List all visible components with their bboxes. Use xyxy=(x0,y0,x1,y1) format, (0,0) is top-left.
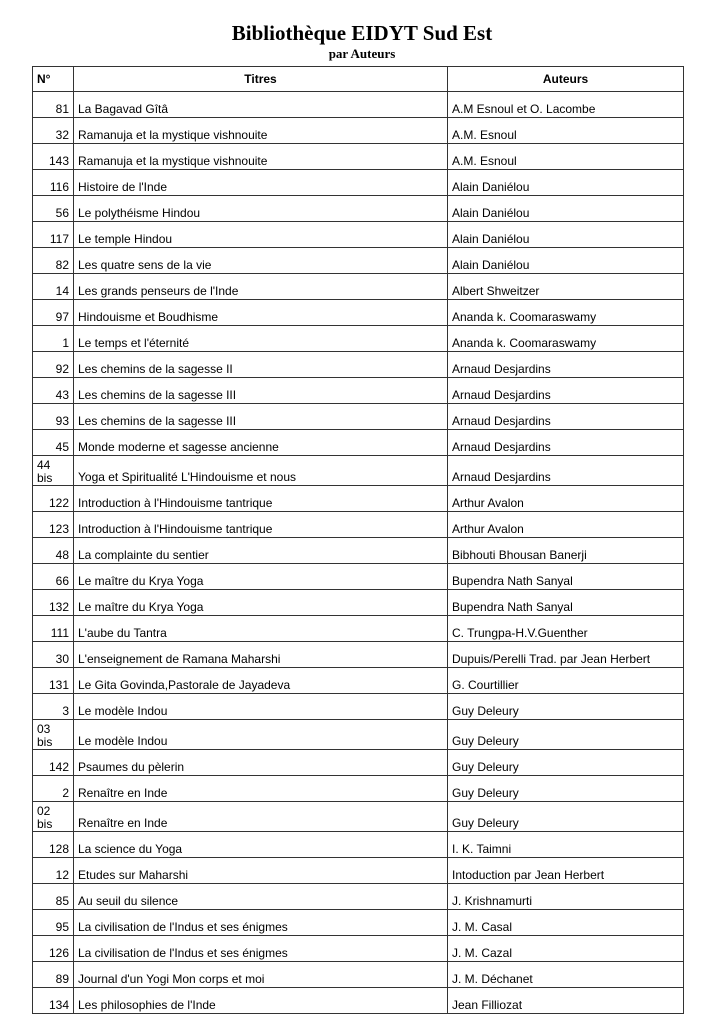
book-title: Psaumes du pèlerin xyxy=(74,750,448,776)
table-row xyxy=(33,248,684,274)
book-number: 122 xyxy=(33,486,74,512)
book-title: La science du Yoga xyxy=(74,832,448,858)
book-number: 85 xyxy=(33,884,74,910)
book-author: Arnaud Desjardins xyxy=(448,352,684,378)
book-number: 134 xyxy=(33,988,74,1014)
book-title: Le temps et l'éternité xyxy=(74,326,448,352)
table-row xyxy=(33,962,684,988)
book-author: Arnaud Desjardins xyxy=(448,430,684,456)
table-row xyxy=(33,910,684,936)
book-author: Guy Deleury xyxy=(448,694,684,720)
book-author: J. M. Casal xyxy=(448,910,684,936)
book-title: Les quatre sens de la vie xyxy=(74,248,448,274)
book-author: Arnaud Desjardins xyxy=(448,378,684,404)
table-row xyxy=(33,616,684,642)
book-number: 14 xyxy=(33,274,74,300)
table-row xyxy=(33,456,684,486)
book-title: Le modèle Indou xyxy=(74,694,448,720)
book-title: La civilisation de l'Indus et ses énigmes xyxy=(74,910,448,936)
book-title: Yoga et Spiritualité L'Hindouisme et nous xyxy=(74,456,448,486)
book-author: Guy Deleury xyxy=(448,776,684,802)
book-number: 123 xyxy=(33,512,74,538)
book-title: Le maître du Krya Yoga xyxy=(74,564,448,590)
book-number: 44 bis xyxy=(33,456,74,486)
table-row xyxy=(33,750,684,776)
book-author: Albert Shweitzer xyxy=(448,274,684,300)
book-author: Alain Daniélou xyxy=(448,248,684,274)
book-title: Les chemins de la sagesse II xyxy=(74,352,448,378)
table-body xyxy=(33,92,684,1014)
table-row xyxy=(33,694,684,720)
document-subtitle: par Auteurs xyxy=(328,46,396,61)
document-title: Bibliothèque EIDYT Sud Est xyxy=(231,21,493,45)
book-author: Guy Deleury xyxy=(448,720,684,750)
book-title: L'enseignement de Ramana Maharshi xyxy=(74,642,448,668)
book-number: 43 xyxy=(33,378,74,404)
book-author: Bibhouti Bhousan Banerji xyxy=(448,538,684,564)
book-number: 116 xyxy=(33,170,74,196)
book-author: Arthur Avalon xyxy=(448,486,684,512)
book-title: Les grands penseurs de l'Inde xyxy=(74,274,448,300)
book-author: Dupuis/Perelli Trad. par Jean Herbert xyxy=(448,642,684,668)
book-number: 45 xyxy=(33,430,74,456)
book-author: I. K. Taimni xyxy=(448,832,684,858)
book-number: 128 xyxy=(33,832,74,858)
book-title: Le temple Hindou xyxy=(74,222,448,248)
book-number: 02 bis xyxy=(33,802,74,832)
book-author: Intoduction par Jean Herbert xyxy=(448,858,684,884)
book-number: 111 xyxy=(33,616,74,642)
header-number: N° xyxy=(33,67,74,92)
book-author: J. M. Cazal xyxy=(448,936,684,962)
book-number: 48 xyxy=(33,538,74,564)
book-number: 95 xyxy=(33,910,74,936)
book-author: J. Krishnamurti xyxy=(448,884,684,910)
book-number: 30 xyxy=(33,642,74,668)
book-title: Journal d'un Yogi Mon corps et moi xyxy=(74,962,448,988)
table-row xyxy=(33,668,684,694)
table-row xyxy=(33,118,684,144)
book-title: Les chemins de la sagesse III xyxy=(74,404,448,430)
book-number: 143 xyxy=(33,144,74,170)
book-title: Le modèle Indou xyxy=(74,720,448,750)
book-author: Jean Filliozat xyxy=(448,988,684,1014)
book-title: La civilisation de l'Indus et ses énigmes xyxy=(74,936,448,962)
table-row xyxy=(33,642,684,668)
table-row xyxy=(33,352,684,378)
book-title: Les philosophies de l'Inde xyxy=(74,988,448,1014)
book-title: Le polythéisme Hindou xyxy=(74,196,448,222)
table-row xyxy=(33,512,684,538)
book-number: 81 xyxy=(33,92,74,118)
table-row xyxy=(33,430,684,456)
book-title: Monde moderne et sagesse ancienne xyxy=(74,430,448,456)
table-row xyxy=(33,538,684,564)
book-title: L'aube du Tantra xyxy=(74,616,448,642)
table-row xyxy=(33,884,684,910)
book-author: Guy Deleury xyxy=(448,750,684,776)
book-number: 131 xyxy=(33,668,74,694)
book-number: 92 xyxy=(33,352,74,378)
book-number: 89 xyxy=(33,962,74,988)
table-row xyxy=(33,936,684,962)
book-title: Ramanuja et la mystique vishnouite xyxy=(74,144,448,170)
book-title: Renaître en Inde xyxy=(74,802,448,832)
table-row xyxy=(33,144,684,170)
book-number: 12 xyxy=(33,858,74,884)
book-number: 03 bis xyxy=(33,720,74,750)
table-row xyxy=(33,300,684,326)
table-row xyxy=(33,858,684,884)
book-number: 1 xyxy=(33,326,74,352)
book-number: 56 xyxy=(33,196,74,222)
table-row xyxy=(33,590,684,616)
book-author: Alain Daniélou xyxy=(448,222,684,248)
book-author: C. Trungpa-H.V.Guenther xyxy=(448,616,684,642)
book-title: Introduction à l'Hindouisme tantrique xyxy=(74,486,448,512)
header-title: Titres xyxy=(74,67,448,92)
table-row xyxy=(33,196,684,222)
table-row xyxy=(33,92,684,118)
book-title: Histoire de l'Inde xyxy=(74,170,448,196)
book-number: 66 xyxy=(33,564,74,590)
table-row xyxy=(33,222,684,248)
book-title: Au seuil du silence xyxy=(74,884,448,910)
book-author: A.M. Esnoul xyxy=(448,144,684,170)
book-number: 97 xyxy=(33,300,74,326)
book-author: J. M. Déchanet xyxy=(448,962,684,988)
table-row xyxy=(33,988,684,1014)
book-author: Alain Daniélou xyxy=(448,196,684,222)
book-title: La Bagavad Gîtâ xyxy=(74,92,448,118)
book-author: Arnaud Desjardins xyxy=(448,456,684,486)
book-title: Renaître en Inde xyxy=(74,776,448,802)
book-title: Etudes sur Maharshi xyxy=(74,858,448,884)
book-author: Bupendra Nath Sanyal xyxy=(448,564,684,590)
books-table xyxy=(32,66,684,1014)
book-number: 132 xyxy=(33,590,74,616)
book-number: 117 xyxy=(33,222,74,248)
table-header-row xyxy=(33,67,684,92)
book-author: Ananda k. Coomaraswamy xyxy=(448,300,684,326)
table-row xyxy=(33,564,684,590)
book-title: Ramanuja et la mystique vishnouite xyxy=(74,118,448,144)
table-row xyxy=(33,776,684,802)
book-author: Arnaud Desjardins xyxy=(448,404,684,430)
book-author: Bupendra Nath Sanyal xyxy=(448,590,684,616)
book-author: Alain Daniélou xyxy=(448,170,684,196)
header-author: Auteurs xyxy=(448,67,684,92)
book-author: Arthur Avalon xyxy=(448,512,684,538)
book-number: 2 xyxy=(33,776,74,802)
table-row xyxy=(33,802,684,832)
book-number: 142 xyxy=(33,750,74,776)
book-number: 32 xyxy=(33,118,74,144)
book-author: A.M Esnoul et O. Lacombe xyxy=(448,92,684,118)
book-number: 3 xyxy=(33,694,74,720)
table-row xyxy=(33,378,684,404)
table-row xyxy=(33,274,684,300)
book-title: Le Gita Govinda,Pastorale de Jayadeva xyxy=(74,668,448,694)
book-author: A.M. Esnoul xyxy=(448,118,684,144)
book-title: Hindouisme et Boudhisme xyxy=(74,300,448,326)
table-row xyxy=(33,832,684,858)
table-row xyxy=(33,170,684,196)
book-author: Ananda k. Coomaraswamy xyxy=(448,326,684,352)
book-title: La complainte du sentier xyxy=(74,538,448,564)
book-title: Introduction à l'Hindouisme tantrique xyxy=(74,512,448,538)
book-number: 126 xyxy=(33,936,74,962)
book-number: 93 xyxy=(33,404,74,430)
table-row xyxy=(33,720,684,750)
book-title: Le maître du Krya Yoga xyxy=(74,590,448,616)
table-row xyxy=(33,326,684,352)
book-author: G. Courtillier xyxy=(448,668,684,694)
table-row xyxy=(33,404,684,430)
book-author: Guy Deleury xyxy=(448,802,684,832)
table-row xyxy=(33,486,684,512)
book-title: Les chemins de la sagesse III xyxy=(74,378,448,404)
book-number: 82 xyxy=(33,248,74,274)
